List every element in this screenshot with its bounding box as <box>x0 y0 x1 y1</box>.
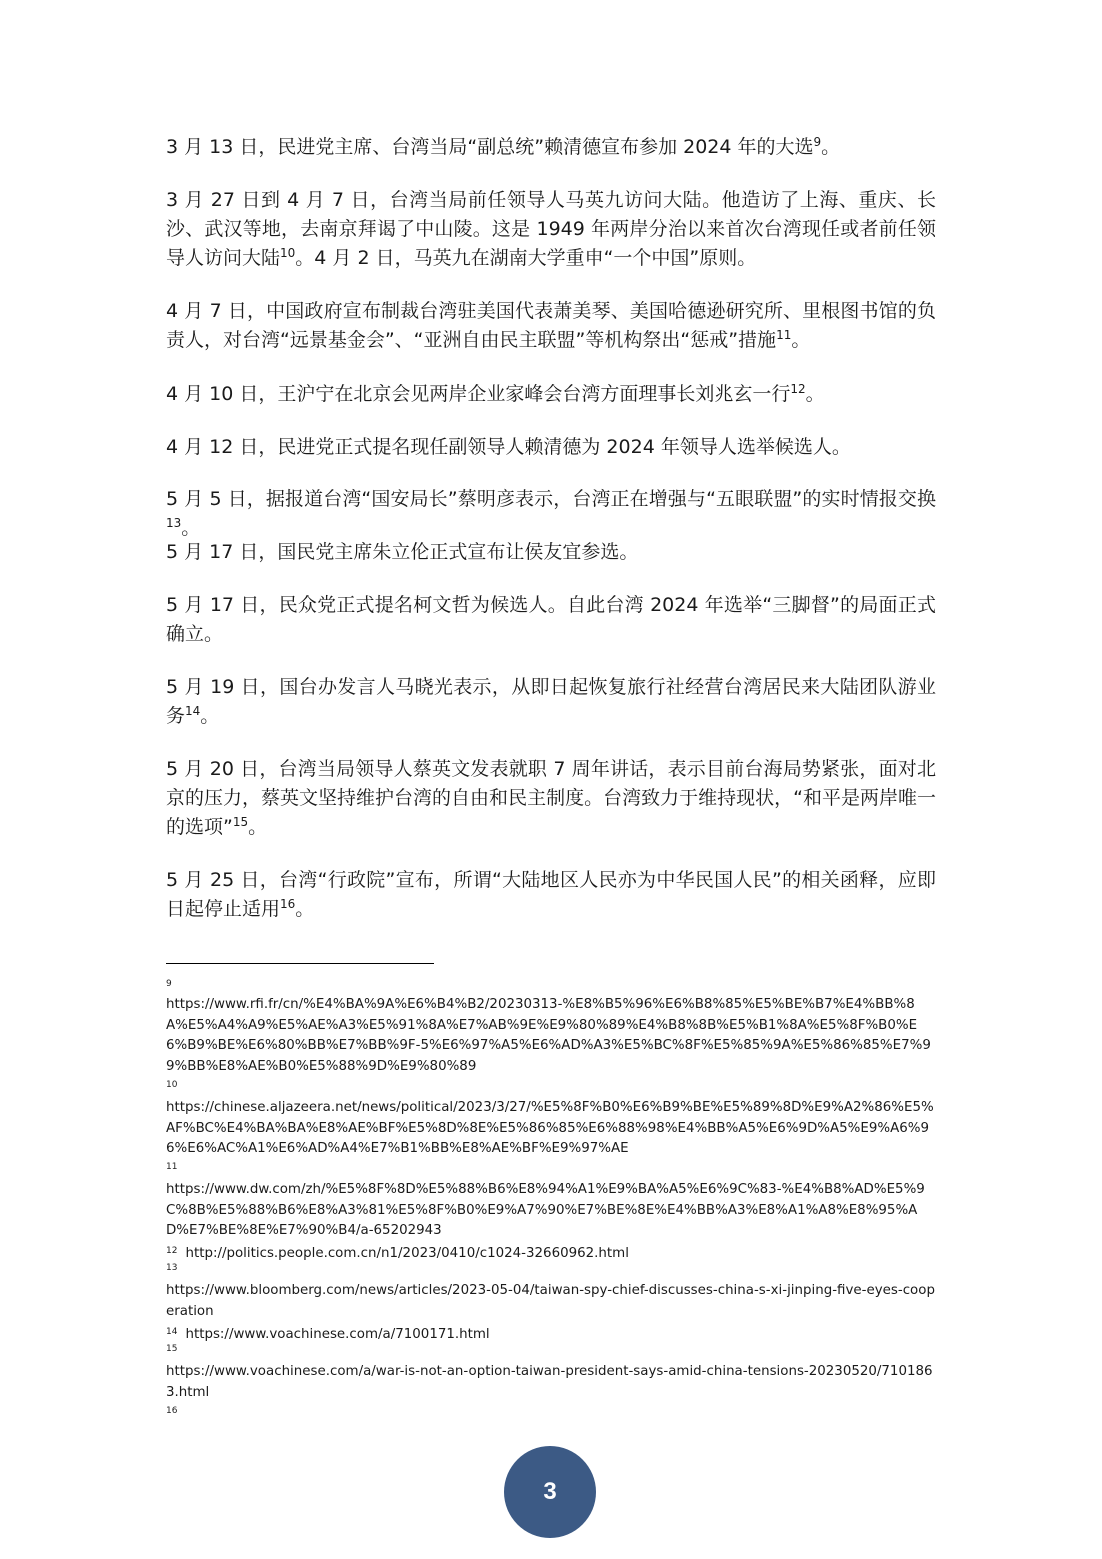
footnote-link[interactable]: https://www.voachinese.com/a/7100171.html <box>185 1327 490 1342</box>
footnote-ref[interactable]: 9 <box>813 135 822 149</box>
footnote-number: 13 <box>166 1263 178 1273</box>
footnote-link[interactable]: https://www.dw.com/zh/%E5%8F%8D%E5%88%B6%E8%94%A1%E9%BA%A5%E6%9C%83-%E4%B8%AD%E5%9C%8B%E5%88%B6%E8%A3%81%E5%8F%B0%E9%A7%90%E7%BE%8E%E4%BB%A3%E8%A1%A8%E8%95%AD%E7%BE%8E%E7%90%B4/a-65202943 <box>166 1182 925 1238</box>
chronology-entry: 5 月 19 日，国台办发言人马晓光表示，从即日起恢复旅行社经营台湾居民来大陆团队游业务$^{14}$。 <box>166 676 936 727</box>
chronology-entry: 3 月 27 日到 4 月 7 日，台湾当局前任领导人马英九访问大陆。他造访了上海、重庆、长沙、武汉等地，去南京拜谒了中山陵。这是 1949 年两岸分治以来首次台湾现任或者前任领导人访问大陆$^{10}$。4 月 2 日，马英九在湖南大学重申“一个中国”原则。 <box>166 189 936 269</box>
chronology-entry: 5 月 20 日，台湾当局领导人蔡英文发表就职 7 周年讲话，表示目前台海局势紧张，面对北京的压力，蔡英文坚持维护台湾的自由和民主制度。台湾致力于维持现状，“和平是两岸唯一的选项”$^{15}$。 <box>166 758 936 838</box>
page-number: 3 <box>543 1478 557 1505</box>
footnote-ref[interactable]: 16 <box>280 897 296 911</box>
footnote-link[interactable]: https://www.bloomberg.com/news/articles/2023-05-04/taiwan-spy-chief-discusses-china-s-xi-jinping-five-eyes-cooperation <box>166 1283 935 1319</box>
footnote-separator <box>166 963 434 964</box>
footnote-number: 11 <box>166 1162 178 1172</box>
footnote-number: 9 <box>166 979 172 989</box>
chronology-entry: 4 月 10 日，王沪宁在北京会见两岸企业家峰会台湾方面理事长刘兆玄一行$^{12}$。 <box>166 382 825 405</box>
footnote-link[interactable]: http://politics.people.com.cn/n1/2023/0410/c1024-32660962.html <box>185 1246 629 1261</box>
footnote-ref[interactable]: 15 <box>232 815 249 829</box>
footnote-inline <box>166 1322 490 1345</box>
footnote-ref[interactable]: 14 <box>185 704 201 718</box>
footnote-number: 10 <box>166 1080 178 1090</box>
footnote-link[interactable]: https://www.voachinese.com/a/war-is-not-an-option-taiwan-president-says-amid-china-tensions-20230520/7101863.html <box>166 1364 933 1400</box>
footnote-ref[interactable]: 13 <box>166 516 182 530</box>
chronology-entry: 5 月 17 日，国民党主席朱立伦正式宣布让侯友宜参选。 <box>166 541 639 563</box>
footnote-number: 16 <box>166 1406 178 1416</box>
footnote-link[interactable]: https://www.rfi.fr/cn/%E4%BA%9A%E6%B4%B2/20230313-%E8%B5%96%E6%B8%85%E5%BE%B7%E4%BB%8A%E5%A4%A9%E5%AE%A3%E5%91%8A%E7%AB%9E%E9%80%89%E4%B8%8B%E5%B1%8A%E5%8F%B0%E6%B9%BE%E6%80%BB%E7%BB%9F-5%E6%97%A5%E6%AD%A3%E5%BC%8F%E5%85%9A%E5%86%85%E7%99%BB%E8%AE%B0%E5%88%9D%E9%80%89 <box>166 997 931 1074</box>
footnote-number: 14 <box>166 1327 178 1337</box>
chronology-entry: 5 月 25 日，台湾“行政院”宣布，所谓“大陆地区人民亦为中华民国人民”的相关函释，应即日起停止适用$^{16}$。 <box>166 869 936 920</box>
chronology-entry: 5 月 5 日，据报道台湾“国安局长”蔡明彦表示，台湾正在增强与“五眼联盟”的实时情报交换$^{13}$。 <box>166 488 936 539</box>
footnote-ref[interactable]: 11 <box>776 328 792 342</box>
chronology-entry: 4 月 7 日，中国政府宣布制裁台湾驻美国代表萧美琴、美国哈德逊研究所、里根图书馆的负责人，对台湾“远景基金会”、“亚洲自由民主联盟”等机构祭出“惩戒”措施$^{11}$。 <box>166 300 936 351</box>
chronology-entry: 3 月 13 日，民进党主席、台湾当局“副总统”赖清德宣布参加 2024 年的大选$^9$。 <box>166 135 841 158</box>
chronology-entry: 5 月 17 日，民众党正式提名柯文哲为候选人。自此台湾 2024 年选举“三脚督”的局面正式确立。 <box>166 594 936 645</box>
footnote-link[interactable]: https://chinese.aljazeera.net/news/political/2023/3/27/%E5%8F%B0%E6%B9%BE%E5%89%8D%E9%A2%86%E5%AF%BC%E4%BA%BA%E8%AE%BF%E5%8D%8E%E5%86%85%E6%88%98%E4%BB%A5%E6%9D%A5%E9%A6%96%E6%AC%A1%E6%AD%A4%E7%B1%BB%E8%AE%BF%E9%97%AE <box>166 1100 934 1156</box>
chronology-entry: 4 月 12 日，民进党正式提名现任副领导人赖清德为 2024 年领导人选举候选人。 <box>166 436 851 458</box>
footnote-number: 12 <box>166 1246 178 1256</box>
footnote-ref[interactable]: 12 <box>790 382 806 396</box>
page-number-badge <box>504 1446 596 1538</box>
footnote-number: 15 <box>166 1344 178 1354</box>
footnote-inline <box>166 1241 629 1264</box>
footnote-ref[interactable]: 10 <box>280 246 296 260</box>
